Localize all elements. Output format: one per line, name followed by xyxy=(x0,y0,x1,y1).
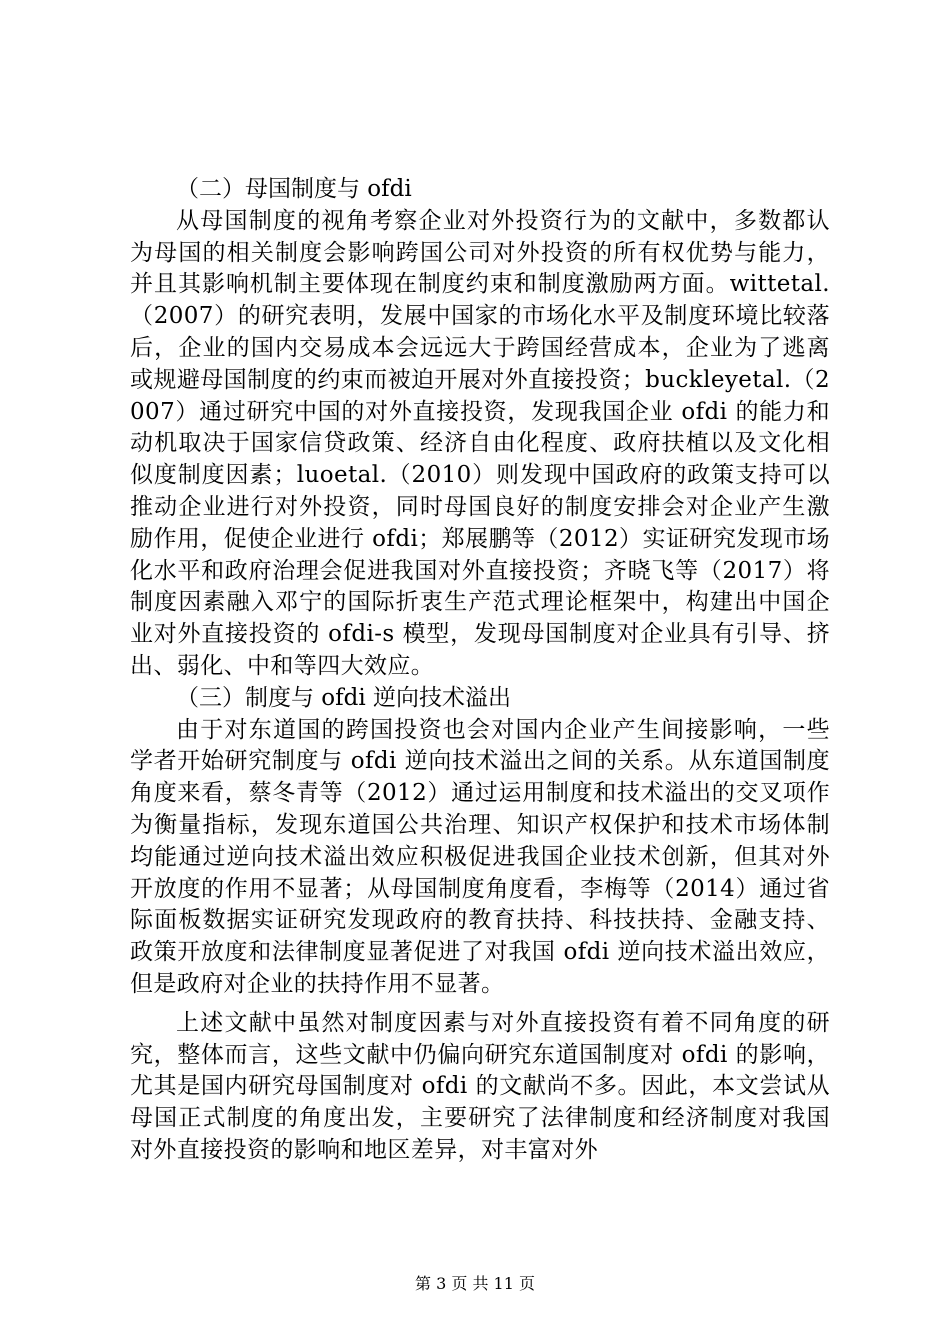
page-number-footer: 第 3 页 共 11 页 xyxy=(415,1274,535,1293)
section-heading-home-country-institutions: （二）母国制度与 ofdi xyxy=(176,176,412,202)
paragraph-home-country-institutions: 从母国制度的视角考察企业对外投资行为的文献中，多数都认为母国的相关制度会影响跨国公司对外投资的所有权优势与能力，并且其影响机制主要体现在制度约束和制度激励两方面。wittetal.（2007）的研究表明，发展中国家的市场化水平及制度环境比较落后，企业的国内交易成本会远远大于跨国经营成本，企业为了逃离或规避母国制度的约束而被迫开展对外直接投资；buckleyetal.（2007）通过研究中国的对外直接投资，发现我国企业 ofdi 的能力和动机取决于国家信贷政策、经济自由化程度、政府扶植以及文化相似度制度因素；luoetal.（2010）则发现中国政府的政策支持可以推动企业进行对外投资，同时母国良好的制度安排会对企业产生激励作用，促使企业进行 ofdi；郑展鹏等（2012）实证研究发现市场化水平和政府治理会促进我国对外直接投资；齐晓飞等（2017）将制度因素融入邓宁的国际折衷生产范式理论框架中，构建出中国企业对外直接投资的 ofdi-s 模型，发现母国制度对企业具有引导、挤出、弱化、中和等四大效应。 xyxy=(130,207,830,679)
section-heading-reverse-spillover: （三）制度与 ofdi 逆向技术溢出 xyxy=(176,684,512,711)
paragraph-reverse-spillover: 由于对东道国的跨国投资也会对国内企业产生间接影响，一些学者开始研究制度与 ofdi 逆向技术溢出之间的关系。从东道国制度角度来看，蔡冬青等（2012）通过运用制度和技术溢出的交叉项作为衡量指标，发现东道国公共治理、知识产权保护和技术市场体制均能通过逆向技术溢出效应积极促进我国企业技术创新，但其对外开放度的作用不显著；从母国制度角度看，李梅等（2014）通过省际面板数据实证研究发现政府的教育扶持、科技扶持、金融支持、政策开放度和法律制度显著促进了对我国 ofdi 逆向技术溢出效应，但是政府对企业的扶持作用不显著。 xyxy=(130,716,830,997)
paragraph-literature-summary: 上述文献中虽然对制度因素与对外直接投资有着不同角度的研究，整体而言，这些文献中仍偏向研究东道国制度对 ofdi 的影响，尤其是国内研究母国制度对 ofdi 的文献尚不多。因此，本文尝试从母国正式制度的角度出发，主要研究了法律制度和经济制度对我国对外直接投资的影响和地区差异，对丰富对外 xyxy=(130,1009,830,1163)
paragraph-spacer xyxy=(130,1001,830,1008)
document-body xyxy=(130,174,830,1167)
